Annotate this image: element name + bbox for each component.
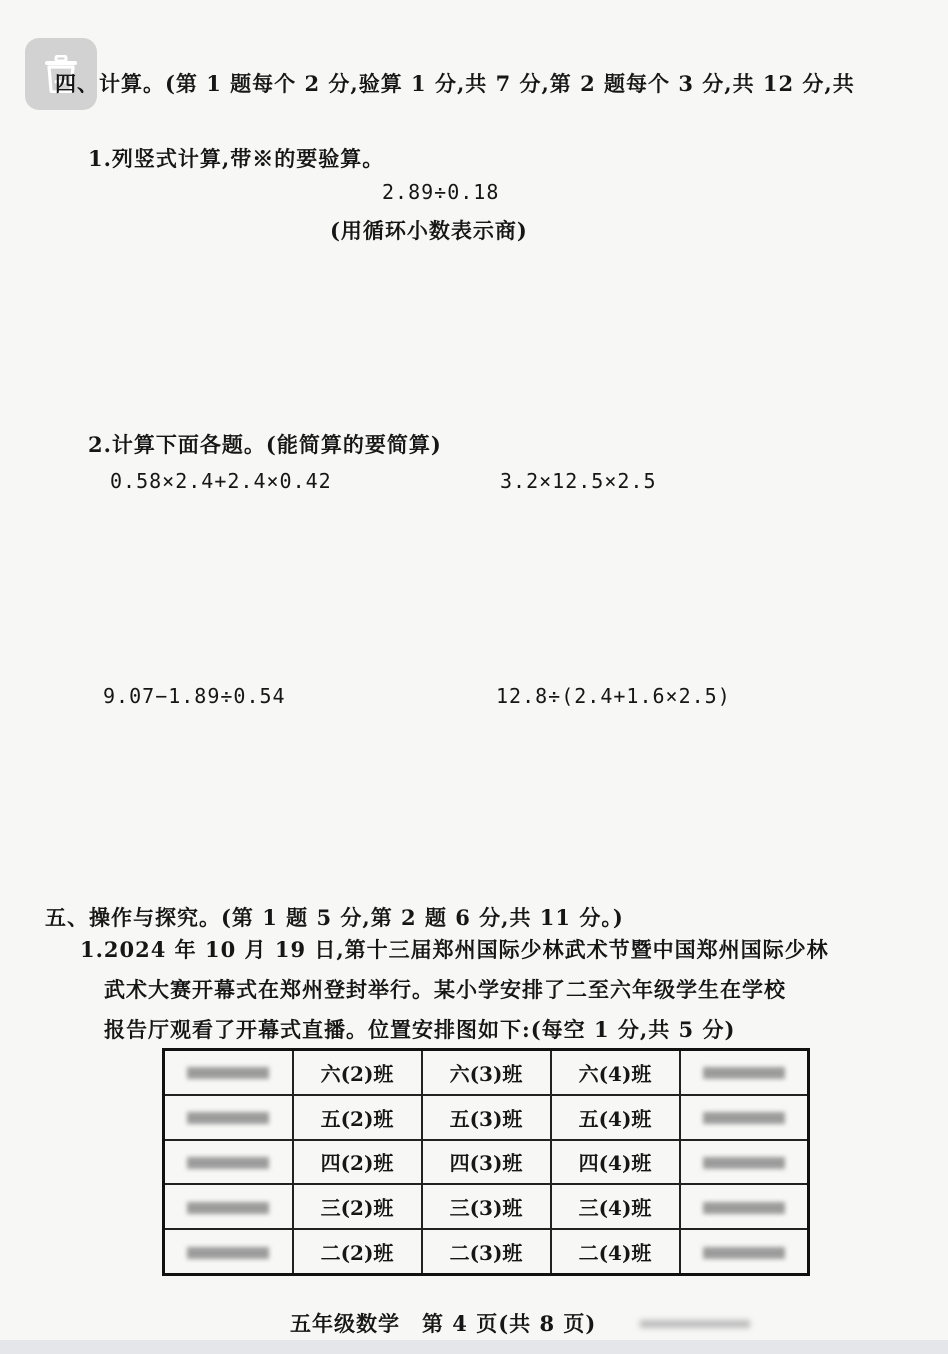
- table-cell: 四(2)班: [293, 1140, 422, 1185]
- page-footer: 五年级数学 第 4 页(共 8 页): [290, 1311, 597, 1336]
- q1-expression: 2.89÷0.18: [382, 180, 500, 204]
- blurred-cell: [680, 1140, 809, 1185]
- table-row: [164, 1229, 809, 1274]
- paragraph-line: 报告厅观看了开幕式直播。位置安排图如下:(每空 1 分,共 5 分): [104, 1017, 736, 1042]
- blurred-cell: [680, 1184, 809, 1229]
- blurred-cell: [164, 1229, 293, 1274]
- blurred-cell: [164, 1140, 293, 1185]
- q2-expression-4: 12.8÷(2.4+1.6×2.5): [496, 684, 731, 708]
- question-1-label: 1.列竖式计算,带※的要验算。: [88, 146, 385, 171]
- blurred-cell: [680, 1050, 809, 1095]
- table-cell: 二(3)班: [422, 1229, 551, 1274]
- section-number: 四: [55, 71, 77, 96]
- section-5-header: 五、操作与探究。(第 1 题 5 分,第 2 题 6 分,共 11 分。): [45, 905, 624, 930]
- paragraph-line: 1.2024 年 10 月 19 日,第十三届郑州国际少林武术节暨中国郑州国际少林: [80, 937, 829, 962]
- table-cell: 五(3)班: [422, 1095, 551, 1140]
- q2-expression-3: 9.07−1.89÷0.54: [103, 684, 286, 708]
- blurred-cell: [164, 1095, 293, 1140]
- table-cell: 四(4)班: [551, 1140, 680, 1185]
- q1-note: (用循环小数表示商): [330, 218, 528, 243]
- section-5-question-1: [80, 930, 829, 1050]
- table-cell: 三(3)班: [422, 1184, 551, 1229]
- table-row: [164, 1050, 809, 1095]
- blurred-cell: [164, 1184, 293, 1229]
- table-cell: 六(4)班: [551, 1050, 680, 1095]
- table-cell: 六(2)班: [293, 1050, 422, 1095]
- table-cell: 五(4)班: [551, 1095, 680, 1140]
- blurred-cell: [680, 1095, 809, 1140]
- question-2-label: 2.计算下面各题。(能简算的要简算): [88, 432, 442, 457]
- table-cell: 二(4)班: [551, 1229, 680, 1274]
- paragraph-line: 武术大赛开幕式在郑州登封举行。某小学安排了二至六年级学生在学校: [104, 977, 786, 1002]
- q2-expression-2: 3.2×12.5×2.5: [500, 469, 657, 493]
- table-cell: 五(2)班: [293, 1095, 422, 1140]
- section-4-header: [55, 68, 855, 98]
- blurred-footer-text: [640, 1320, 750, 1328]
- bottom-bar: [0, 1340, 948, 1354]
- q2-expression-1: 0.58×2.4+2.4×0.42: [110, 469, 332, 493]
- table-row: [164, 1184, 809, 1229]
- table-cell: 四(3)班: [422, 1140, 551, 1185]
- seating-chart: [162, 1048, 810, 1276]
- table-cell: 三(2)班: [293, 1184, 422, 1229]
- table-cell: 三(4)班: [551, 1184, 680, 1229]
- table-cell: 二(2)班: [293, 1229, 422, 1274]
- table-cell: 六(3)班: [422, 1050, 551, 1095]
- blurred-cell: [680, 1229, 809, 1274]
- table-row: [164, 1095, 809, 1140]
- blurred-cell: [164, 1050, 293, 1095]
- section-header-text: 、计算。(第 1 题每个 2 分,验算 1 分,共 7 分,第 2 题每个 3 分,共 12 分,共: [77, 71, 855, 96]
- table-row: [164, 1140, 809, 1185]
